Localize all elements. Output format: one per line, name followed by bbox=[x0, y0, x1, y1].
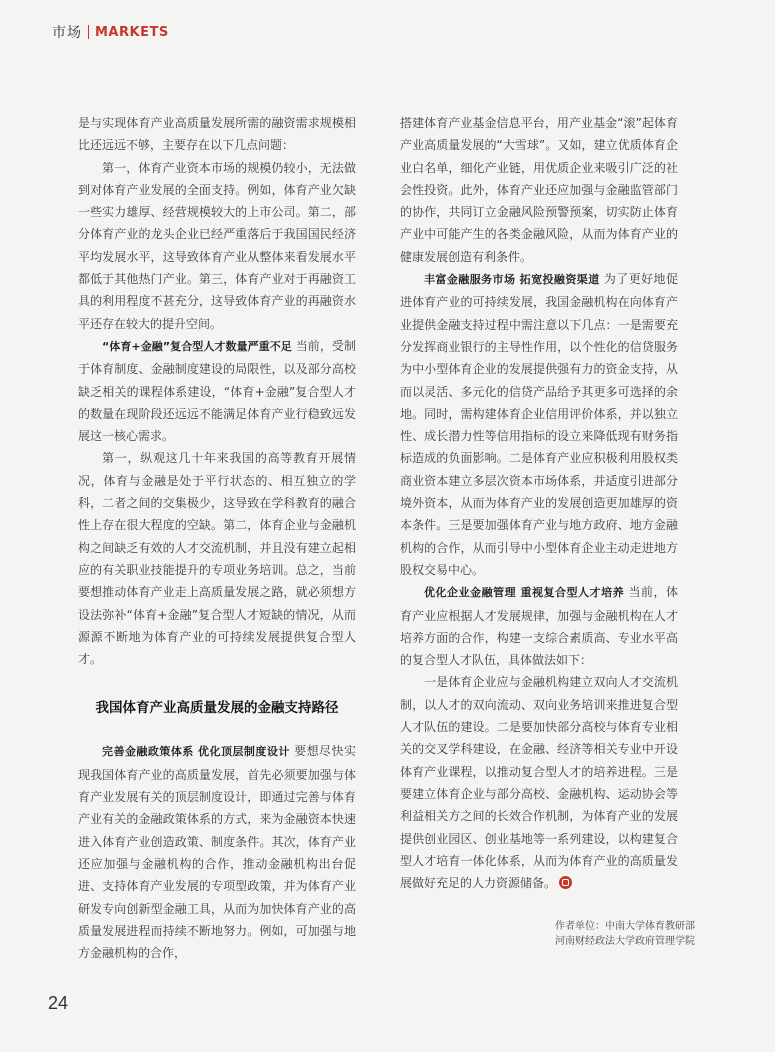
paragraph-lead: 完善金融政策体系 优化顶层制度设计 bbox=[102, 745, 290, 759]
author-line: 作者单位：中南大学体育教研部 bbox=[555, 921, 695, 932]
paragraph: 是与实现体育产业高质量发展所需的融资需求规模相比还远远不够，主要存在以下几点问题： bbox=[78, 116, 356, 153]
paragraph-body: 一是体育企业应与金融机构建立双向人才交流机制，以人才的双向流动、双向业务培训来推进复合型人才队伍的建设。二是要加快部分高校与体育专业相关的交叉学科建设，在金融、经济等相关专业中开设体育产业课程，以推动复合型人才的培养进程。三是要建立体育企业与部分高校、金融机构、运动协会等利益相关方之间的长效合作机制，为体育产业的发展提供创业园区、创业基地等一系列建设，以构建复合型人才培育一体化体系，从而为体育产业的高质量发展做好充足的人力资源储备。 bbox=[400, 675, 678, 891]
author-line: 河南财经政法大学政府管理学院 bbox=[555, 936, 695, 947]
paragraph: 搭建体育产业基金信息平台，用产业基金“滚”起体育产业高质量发展的“大雪球”。又如，建立优质体育企业白名单，细化产业链，用优质企业来吸引广泛的社会性投资。此外，体育产业还应加强与金融监管部门的协作，共同订立金融风险预警预案，切实防止体育产业中可能产生的各类金融风险，从而为体育产业的健康发展创造有利条件。 bbox=[400, 116, 678, 264]
right-column bbox=[400, 112, 678, 894]
author-affiliation bbox=[555, 919, 695, 949]
paragraph bbox=[78, 740, 356, 964]
header-divider bbox=[88, 25, 89, 39]
paragraph: 第一，纵观这几十年来我国的高等教育开展情况，体育与金融是处于平行状态的、相互独立的学科，二者之间的交集极少，这导致在学科教育的融合性上存在很大程度的空缺。第二，体育企业与金融机构之间缺乏有效的人才交流机制，并且没有建立起相应的有关职业技能提升的专项业务培训。总之，当前要想推动体育产业走上高质量发展之路，就必须想方设法弥补“体育+金融”复合型人才短缺的情况，从而源源不断地为体育产业的可持续发展提供复合型人才。 bbox=[78, 451, 356, 667]
left-column bbox=[78, 112, 356, 964]
paragraph-lead: 丰富金融服务市场 拓宽投融资渠道 bbox=[424, 273, 600, 287]
paragraph-lead: 优化企业金融管理 重视复合型人才培养 bbox=[424, 586, 625, 600]
paragraph-body: 要想尽快实现我国体育产业的高质量发展，首先必须要加强与体育产业发展有关的顶层制度设计，即通过完善与体育产业有关的金融政策体系的方式，来为金融资本快速进入体育产业创造政策、制度条件。其次，体育产业还应加强与金融机构的合作，推动金融机构出台促进、支持体育产业发展的专项型政策，并为体育产业研发专向创新型金融工具，从而为加快体育产业的高质量发展进程而持续不断地努力。例如，可加强与地方金融机构的合作， bbox=[78, 744, 356, 961]
paragraph bbox=[400, 268, 678, 581]
paragraph-lead: “体育+金融”复合型人才数量严重不足 bbox=[102, 339, 292, 353]
end-mark-icon bbox=[559, 876, 572, 889]
section-header bbox=[52, 22, 169, 42]
section-label-en: MARKETS bbox=[95, 24, 169, 40]
paragraph-body: 为了更好地促进体育产业的可持续发展，我国金融机构在向体育产业提供金融支持过程中需注意以下几点：一是需要充分发挥商业银行的主导性作用，以个性化的信贷服务为中小型体育企业的发展提供强有力的资金支持，从而以灵活、多元化的信贷产品给予其更多可选择的余地。同时，需构建体育企业信用评价体系，并以独立性、成长潜力性等信用指标的设立来降低现有财务指标造成的负面影响。二是体育产业应积极利用股权类商业资本建立多层次资本市场体系，并适度引进部分境外资本，从而为体育产业的发展创造更加雄厚的资本条件。三是要加强体育产业与地方政府、地方金融机构的合作，从而引导中小型体育企业主动走进地方股权交易中心。 bbox=[400, 272, 678, 577]
paragraph bbox=[400, 671, 678, 894]
paragraph-body: 当前，体育产业应根据人才发展规律，加强与金融机构在人才培养方面的合作，构建一支综合素质高、专业水平高的复合型人才队伍，具体做法如下： bbox=[400, 585, 678, 668]
section-label: 市场 bbox=[52, 25, 82, 41]
paragraph-body: 当前，受制于体育制度、金融制度建设的局限性，以及部分高校缺乏相关的课程体系建设，“体育+金融”复合型人才的数量在现阶段还远远不能满足体育产业行稳致远发展这一核心需求。 bbox=[78, 338, 356, 444]
section-title: 我国体育产业高质量发展的金融支持路径 bbox=[95, 700, 339, 717]
paragraph bbox=[400, 581, 678, 671]
page-number: 24 bbox=[48, 993, 69, 1013]
paragraph: 第一，体育产业资本市场的规模仍较小，无法做到对体育产业发展的全面支持。例如，体育产业欠缺一些实力雄厚、经营规模较大的上市公司。第二，部分体育产业的龙头企业已经严重落后于我国国民经济平均发展水平，这导致体育产业从整体来看发展水平都低于其他热门产业。第三，体育产业对于再融资工具的利用程度不甚充分，这导致体育产业的再融资水平还存在较大的提升空间。 bbox=[78, 160, 356, 331]
paragraph bbox=[78, 335, 356, 447]
